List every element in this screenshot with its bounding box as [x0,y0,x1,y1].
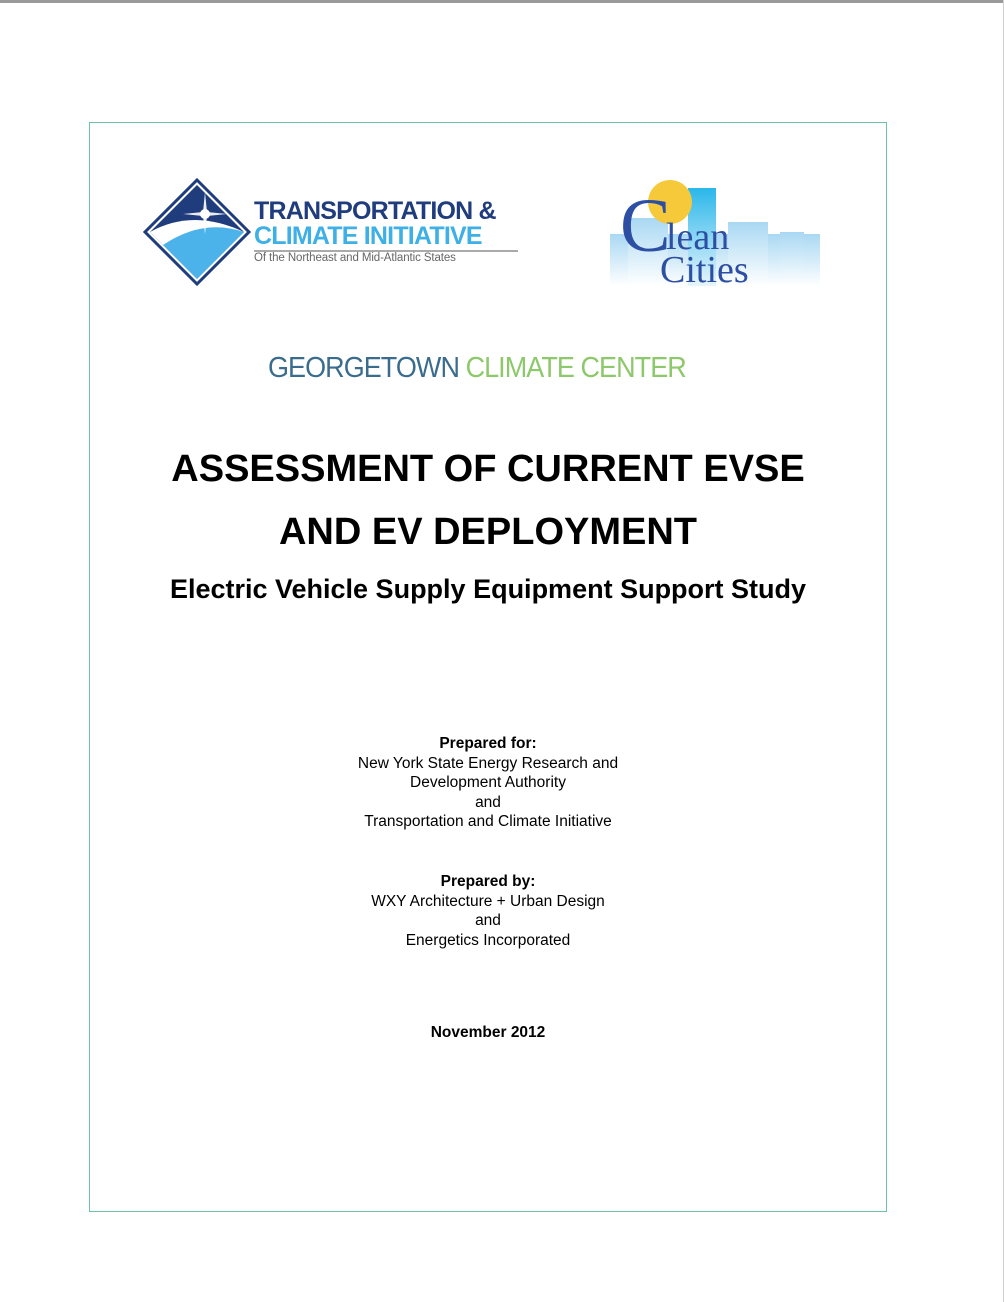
document-subtitle: Electric Vehicle Supply Equipment Support Study [169,574,807,604]
prepared-for-line: Development Authority [410,774,566,791]
prepared-by-line: Energetics Incorporated [405,931,571,949]
prepared-by-line: and [475,912,501,929]
prepared-for-line: and [475,793,501,811]
title-line1: ASSESSMENT OF CURRENT EVSE [171,448,805,490]
prepared-by-label: Prepared by: [440,873,536,890]
publication-date: November 2012 [430,1024,546,1041]
svg-text:Cities: Cities [660,249,749,286]
tci-tagline: Of the Northeast and Mid-Atlantic States [254,252,456,264]
prepared-by-line: WXY Architecture + Urban Design [371,892,605,910]
document-title [89,438,887,564]
gcc-part1: GEORGETOWN [268,352,459,384]
window-top-border [0,0,1004,3]
georgetown-climate-center-logo [268,352,686,385]
tci-logo-text [254,199,496,249]
prepared-for-label: Prepared for: [439,735,537,752]
svg-text:lean: lean [666,216,730,258]
tci-line1: TRANSPORTATION & [254,197,496,225]
clean-cities-c: C [620,184,671,268]
title-line2: AND EV DEPLOYMENT [278,511,698,553]
gcc-part2: CLIMATE CENTER [465,352,686,384]
clean-cities-logo [608,176,820,286]
tci-line2: CLIMATE INITIATIVE [254,222,482,250]
prepared-for-line: Transportation and Climate Initiative [364,813,612,830]
prepared-for-section [89,734,887,832]
prepared-by-section [89,872,887,950]
tci-diamond-logo [143,178,251,286]
prepared-for-line: New York State Energy Research and [357,754,619,772]
